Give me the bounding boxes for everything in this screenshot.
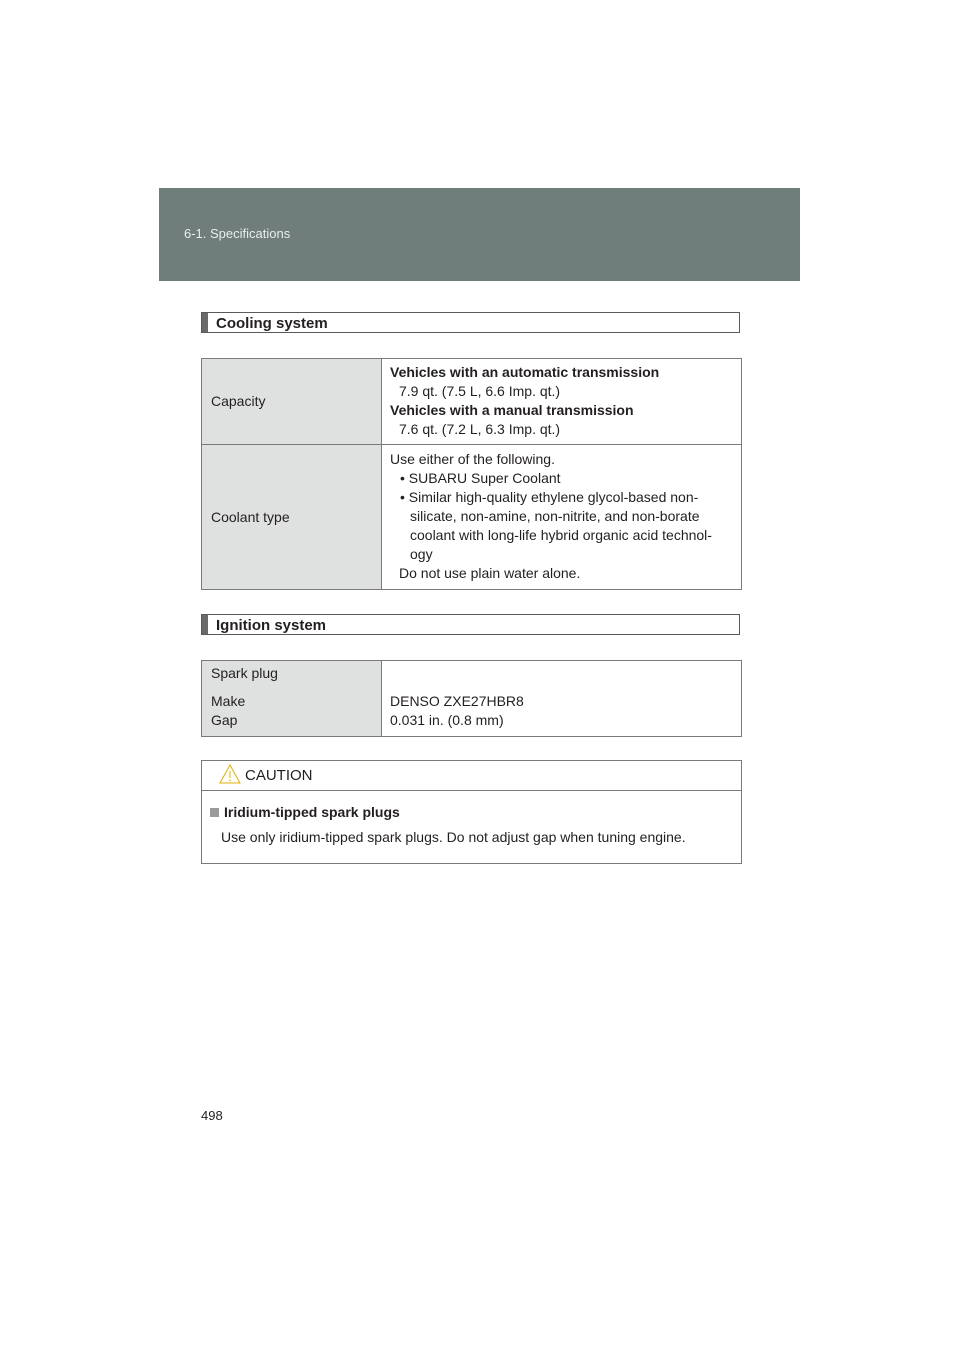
heading-bar: [202, 313, 208, 332]
warning-triangle-icon: [219, 764, 241, 784]
caution-item-body: Use only iridium-tipped spark plugs. Do not adjust gap when tuning engine.: [221, 829, 686, 845]
coolant-option-2-line-1: • Similar high-quality ethylene glycol-based non-: [400, 489, 699, 505]
coolant-note: Do not use plain water alone.: [399, 565, 581, 581]
table-row: [202, 661, 742, 737]
page-number: 498: [201, 1108, 223, 1123]
caution-item-title-text: Iridium-tipped spark plugs: [224, 804, 400, 820]
table-row: [202, 359, 742, 445]
ignition-system-heading: [201, 614, 740, 635]
capacity-value: [382, 359, 742, 445]
section-label: 6-1. Specifications: [184, 226, 291, 241]
ignition-system-table: [201, 660, 742, 737]
table-row: [202, 445, 742, 590]
auto-transmission-heading: Vehicles with an automatic transmission: [390, 364, 660, 380]
coolant-option-1: • SUBARU Super Coolant: [400, 470, 561, 486]
cooling-system-title: Cooling system: [216, 315, 328, 332]
coolant-intro: Use either of the following.: [390, 451, 555, 467]
gap-label: Gap: [211, 712, 238, 728]
caution-header: [202, 761, 741, 791]
gap-value: 0.031 in. (0.8 mm): [390, 712, 504, 728]
coolant-type-label: Coolant type: [202, 445, 382, 590]
cooling-system-table: [201, 358, 742, 590]
capacity-label: Capacity: [202, 359, 382, 445]
caution-box: [201, 760, 742, 864]
spark-plug-label: Spark plug: [211, 665, 278, 681]
spark-plug-values: [382, 661, 742, 737]
caution-item-title: [210, 804, 400, 820]
caution-title: CAUTION: [245, 767, 313, 784]
manual-transmission-capacity: 7.6 qt. (7.2 L, 6.3 Imp. qt.): [399, 421, 561, 437]
manual-transmission-heading: Vehicles with a manual transmission: [390, 402, 634, 418]
square-bullet-icon: [210, 808, 219, 817]
make-label: Make: [211, 693, 246, 709]
heading-bar: [202, 615, 208, 634]
spark-plug-labels: [202, 661, 382, 737]
auto-transmission-capacity: 7.9 qt. (7.5 L, 6.6 Imp. qt.): [399, 383, 561, 399]
cooling-system-heading: [201, 312, 740, 333]
coolant-type-value: [382, 445, 742, 590]
coolant-option-2-line-3: coolant with long-life hybrid organic acid technol-: [410, 527, 712, 543]
coolant-option-2-line-4: ogy: [410, 546, 433, 562]
coolant-option-2-line-2: silicate, non-amine, non-nitrite, and non-borate: [410, 508, 700, 524]
chapter-header-band: [159, 188, 800, 281]
ignition-system-title: Ignition system: [216, 617, 327, 634]
make-value: DENSO ZXE27HBR8: [390, 693, 524, 709]
